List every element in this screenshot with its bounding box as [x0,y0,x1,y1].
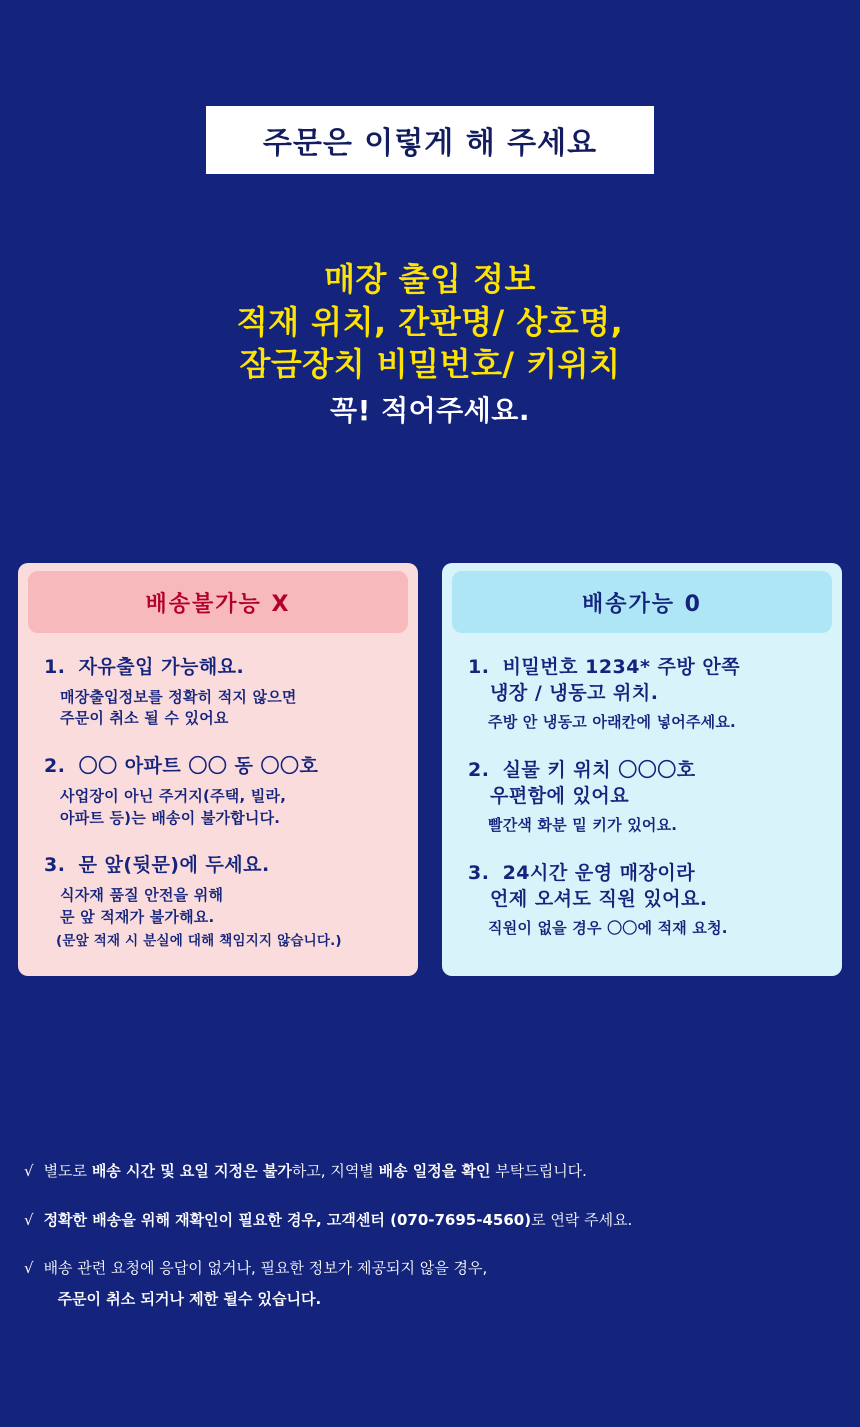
list-item [468,758,822,837]
item-number: 2. [44,755,66,778]
page-title: 주문은 이렇게 해 주세요 [262,126,598,161]
note-part-2: 하고, 지역별 [291,1162,379,1180]
note-bold-1: 정확한 배송을 위해 재확인이 필요한 경우, 고객센터 (070-7695-4560) [43,1210,532,1229]
list-item [468,655,822,734]
item-main-line [44,754,398,780]
item-sub-line-1: 사업장이 아닌 주거지(주택, 빌라, [60,786,287,805]
card-not-deliverable-heading: 배송불가능 X [28,571,408,633]
item-sub-line-2: 문 앞 적재가 불가해요. [60,907,215,926]
note-part-3: 부탁드립니다. [490,1162,587,1180]
check-icon: √ [24,1259,34,1277]
page-title-banner [206,106,654,174]
headline-block [0,258,860,429]
item-main-line [468,758,822,809]
card-not-deliverable-body [18,633,418,976]
list-item [44,655,398,730]
item-note: (문앞 적재 시 분실에 대해 책임지지 않습니다.) [56,933,342,950]
footer-note-text [44,1257,488,1310]
cards-container [18,563,842,976]
item-title-line-2: 우편함에 있어요 [490,784,630,807]
item-title: 24시간 운영 매장이라 [502,862,696,885]
headline-line-2: 적재 위치, 간판명/ 상호명, [236,302,624,341]
item-main-line [44,853,398,879]
list-item [44,853,398,952]
note-part-1: 배송 관련 요청에 응답이 없거나, 필요한 정보가 제공되지 않을 경우, [43,1259,488,1277]
item-number: 2. [468,759,490,782]
headline-line-1: 매장 출입 정보 [324,260,536,298]
headline-line-4: 꼭! 적어주세요. [330,393,530,427]
footer-note [24,1160,836,1183]
headline-line-3: 잠금장치 비밀번호/ 키위치 [239,345,621,384]
item-main-line [468,655,822,706]
note-part-2: 로 연락 주세요. [531,1210,633,1229]
item-title-line-2: 냉장 / 냉동고 위치. [490,681,659,704]
item-title: 비밀번호 1234* 주방 안쪽 [502,656,741,678]
item-sub-text: 직원이 없을 경우 〇〇에 적재 요청. [488,919,728,938]
item-title-line-2: 언제 오셔도 직원 있어요. [490,887,708,910]
footer-note-text [44,1160,587,1183]
card-deliverable [442,563,842,976]
item-sub-text [44,885,398,929]
item-title: 자유출입 가능해요. [78,656,245,678]
item-sub-line-1: 매장출입정보를 정확히 적지 않으면 [60,687,297,706]
item-title: 실물 키 위치 〇〇〇호 [502,759,696,782]
item-title: 〇〇 아파트 〇〇 동 〇〇호 [78,755,319,778]
footer-note [24,1209,836,1232]
item-sub-text [44,786,398,830]
check-icon: √ [24,1162,34,1180]
item-sub-text: 빨간색 화분 밑 키가 있어요. [488,816,678,835]
item-number: 1. [44,656,66,678]
item-sub-line-2: 주문이 취소 될 수 있어요 [60,709,229,728]
item-number: 3. [44,854,66,877]
item-title: 문 앞(뒷문)에 두세요. [78,854,270,877]
footer-notes [24,1160,836,1336]
item-sub-line-2: 아파트 등)는 배송이 불가합니다. [60,808,281,827]
list-item [44,754,398,829]
card-deliverable-heading: 배송가능 0 [452,571,832,633]
item-sub-text: 주방 안 냉동고 아래칸에 넣어주세요. [488,713,736,732]
item-sub-line-1: 식자재 품질 안전을 위해 [60,885,224,904]
footer-note-text [44,1209,633,1232]
check-icon: √ [24,1210,34,1229]
card-deliverable-body [442,633,842,964]
footer-note [24,1257,836,1310]
item-main-line [468,861,822,912]
item-number: 1. [468,656,490,678]
note-bold-1: 배송 시간 및 요일 지정은 불가 [91,1162,292,1180]
card-not-deliverable [18,563,418,976]
item-sub-text [44,687,398,731]
item-number: 3. [468,862,490,885]
list-item [468,861,822,940]
note-part-1: 별도로 [43,1162,92,1180]
item-main-line [44,655,398,681]
note-bold-2: 배송 일정을 확인 [378,1162,491,1180]
note-line-2: 주문이 취소 되거나 제한 될수 있습니다. [57,1289,322,1308]
